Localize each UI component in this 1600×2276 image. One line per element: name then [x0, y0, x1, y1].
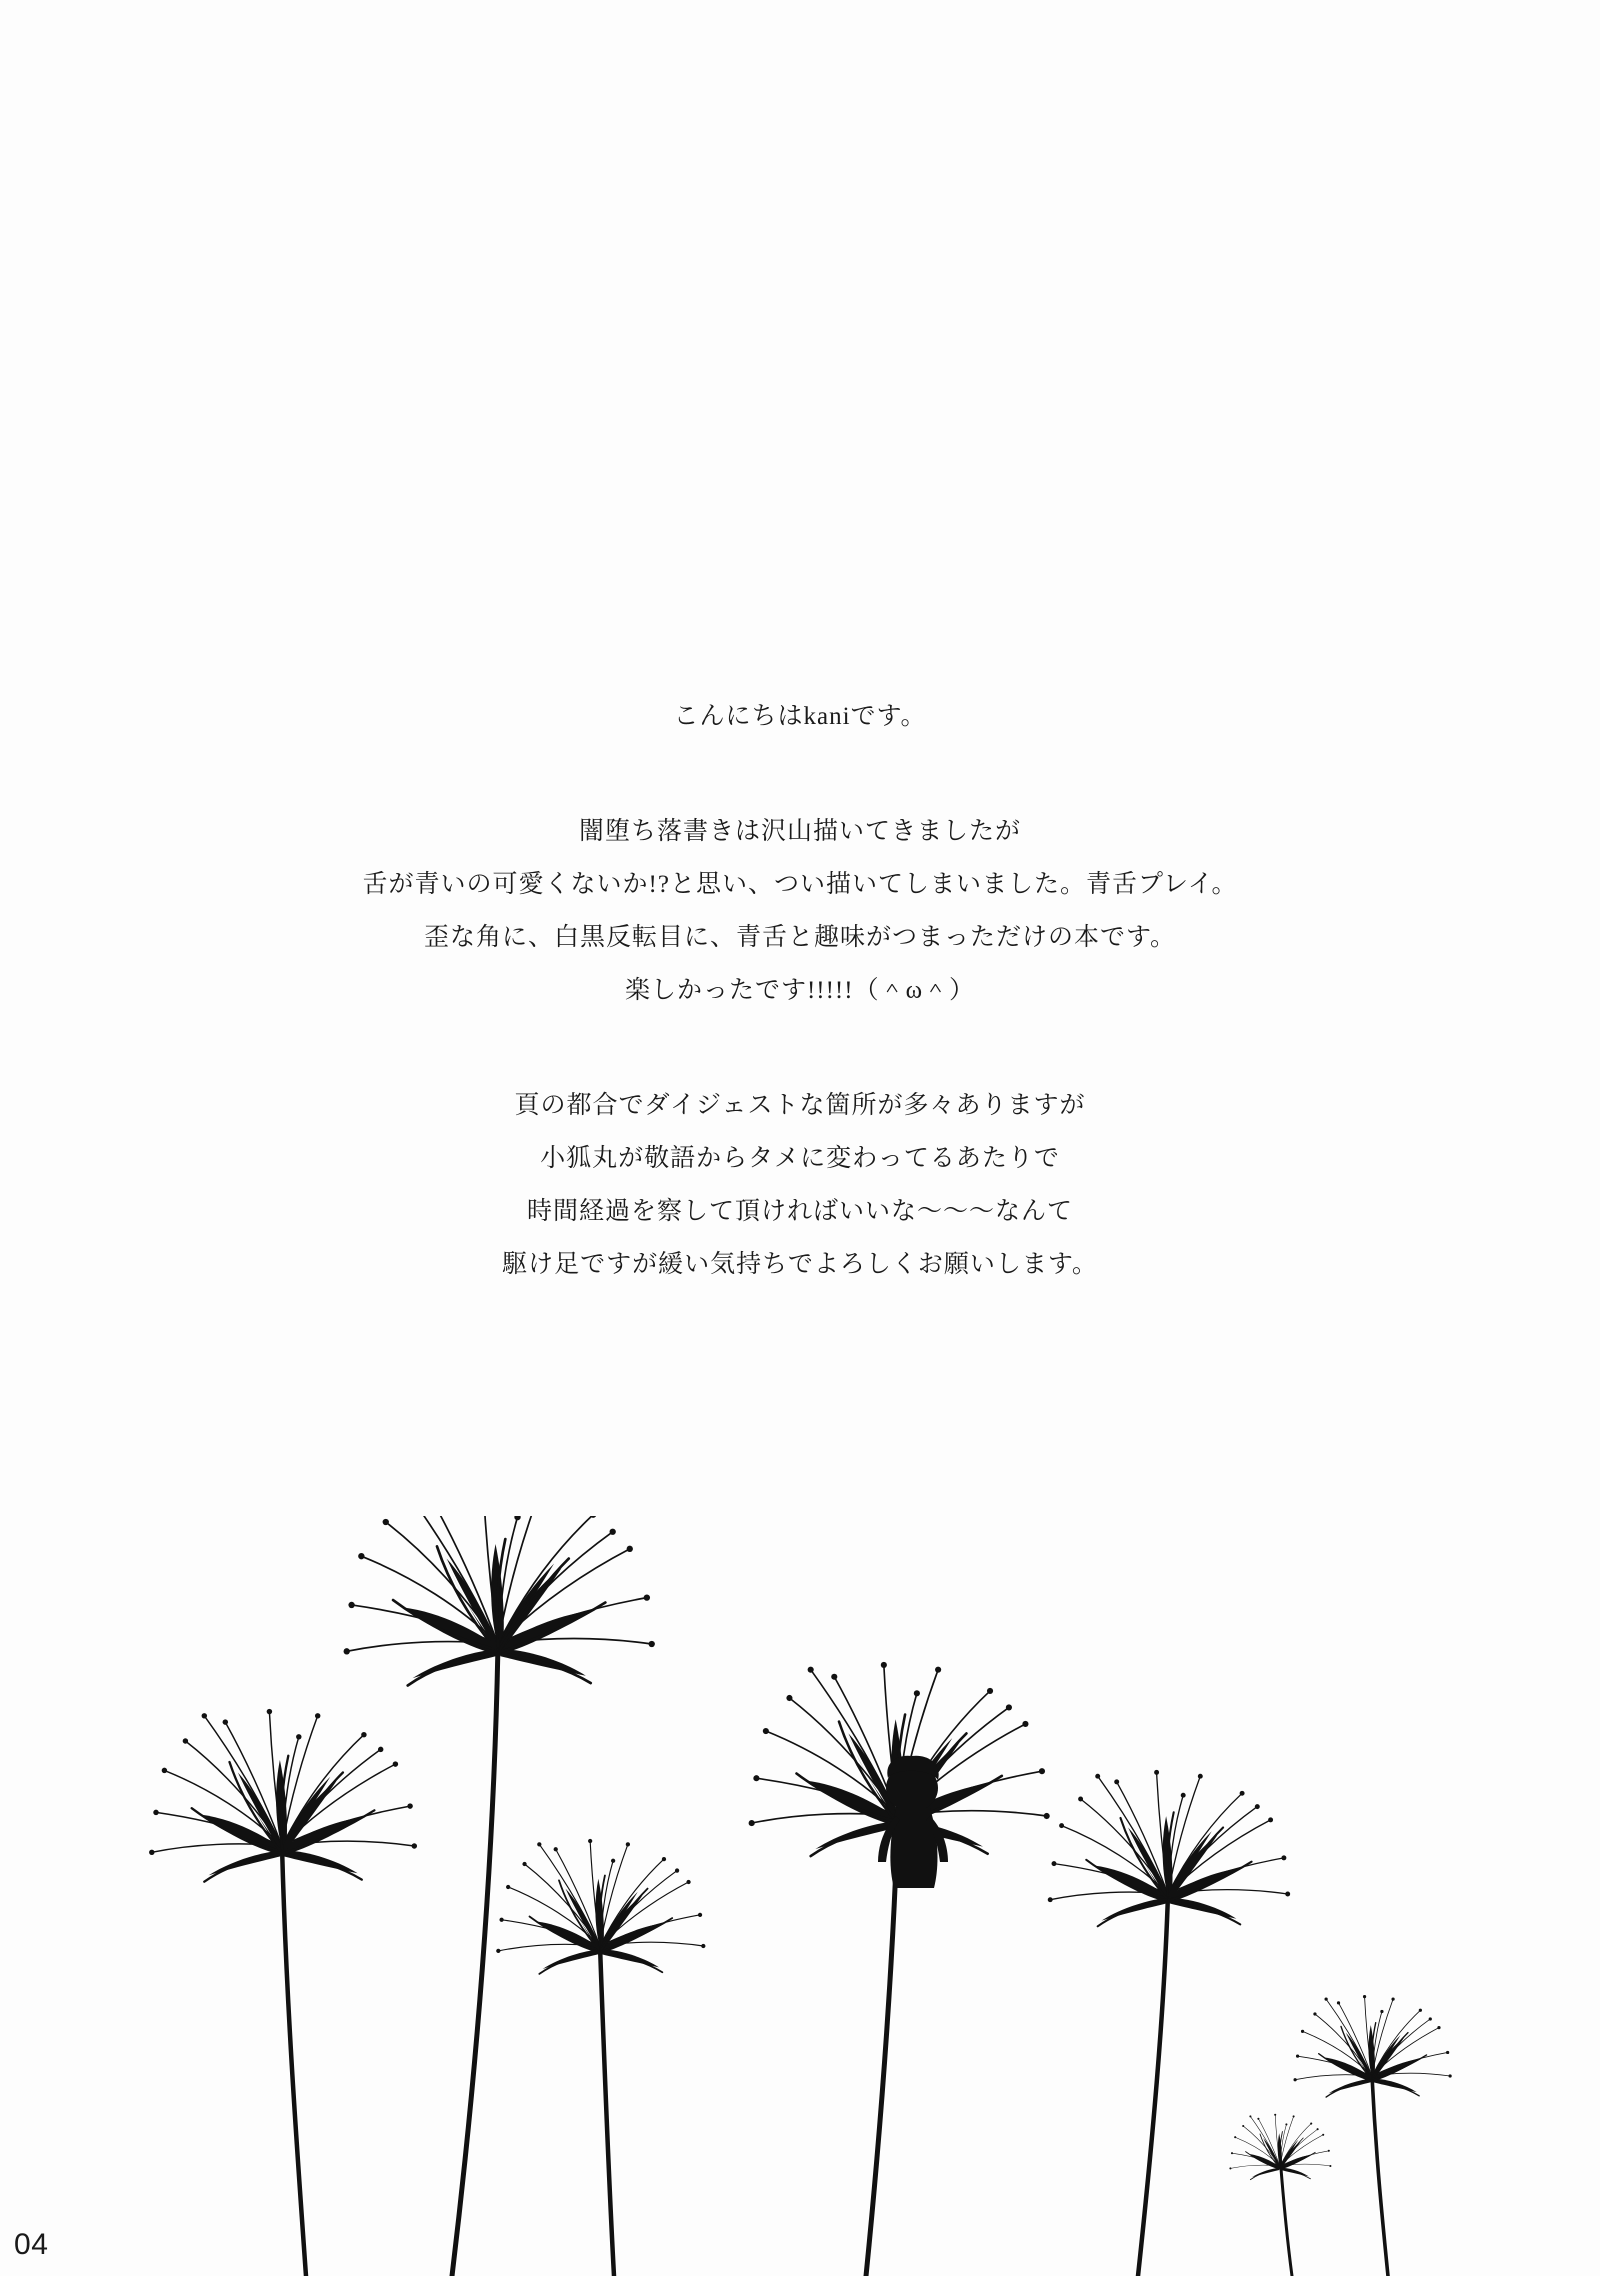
afterword-greeting-line: こんにちはkaniです。 [673, 703, 927, 730]
afterword-closing [0, 1079, 1600, 1291]
afterword-greeting [0, 690, 1600, 743]
afterword-closing-line-3: 時間経過を察して頂ければいいな〜〜〜なんて [526, 1198, 1073, 1225]
afterword-body-line-1: 闇堕ち落書きは沢山描いてきましたが [578, 818, 1021, 845]
afterword-closing-line-4: 駆け足ですが緩い気持ちでよろしくお願いします。 [502, 1251, 1098, 1278]
afterword-body-line-4: 楽しかったです!!!!!（＾ω＾） [624, 977, 976, 1004]
afterword-body-line-2: 舌が青いの可愛くないか!?と思い、つい描いてしまいました。青舌プレイ。 [362, 871, 1238, 898]
afterword-closing-line-2: 小狐丸が敬語からタメに変わってるあたりで [540, 1145, 1060, 1172]
afterword-closing-line-1: 頁の都合でダイジェストな箇所が多々ありますが [514, 1092, 1086, 1119]
spider-lily-illustration [0, 1516, 1600, 2276]
afterword-body [0, 805, 1600, 1017]
afterword-body-line-3: 歪な角に、白黒反転目に、青舌と趣味がつまっただけの本です。 [423, 924, 1176, 951]
afterword-text-block [0, 690, 1600, 1291]
page-number: 04 [14, 2228, 49, 2261]
